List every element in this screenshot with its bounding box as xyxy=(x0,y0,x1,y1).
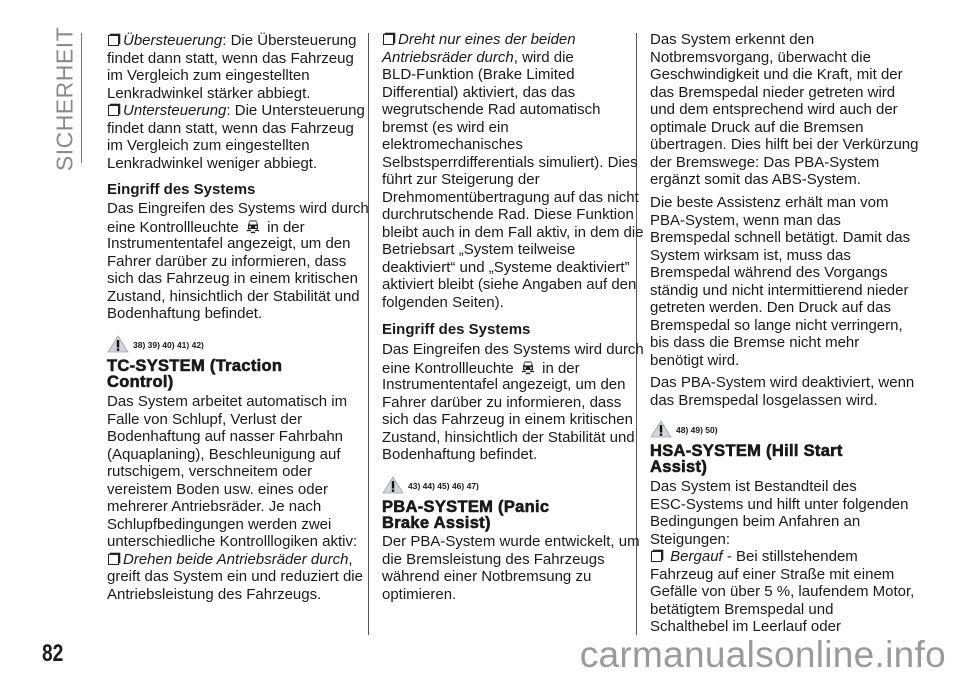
bullet-square-icon xyxy=(108,554,119,565)
text: Das Eingreifen des Systems wird durch xyxy=(107,200,369,217)
text: Bodenhaftung auf nasser Fahrbahn xyxy=(107,428,344,445)
warning-references xyxy=(107,335,369,355)
text-line xyxy=(382,101,644,119)
text: Die beste Assistenz erhält man vom xyxy=(650,194,889,211)
text-line xyxy=(107,137,369,155)
text: TC-SYSTEM (Traction xyxy=(107,357,283,375)
text-line xyxy=(107,305,369,323)
text-line xyxy=(382,241,644,259)
text: Instrumententafel angezeigt, um den xyxy=(382,376,626,393)
text-line xyxy=(107,372,369,391)
text: betätigtem Bremspedal und xyxy=(650,600,834,618)
text-line xyxy=(382,171,644,189)
text: (Aquaplaning), Beschleunigung auf xyxy=(107,445,341,463)
text-line xyxy=(650,601,912,619)
text-line xyxy=(382,551,644,569)
text: Eingriff des Systems xyxy=(382,321,531,338)
text-line xyxy=(382,66,644,84)
text: Betriebsart „System teilweise xyxy=(382,241,576,258)
text: unterschiedliche Kontrolllogiken aktiv: xyxy=(107,533,358,550)
text: Lenkradwinkel weniger abbiegt. xyxy=(107,154,318,172)
text-line xyxy=(382,49,644,67)
text: Bremspedal so lange nicht verringern, xyxy=(650,316,903,334)
text: Bremspedal schnell betätigt. Damit das xyxy=(650,229,911,246)
text: Das PBA-System wird deaktiviert, wenn xyxy=(650,374,915,391)
subheading xyxy=(382,321,644,339)
text: Bedingungen beim Anfahren an xyxy=(650,513,861,530)
text-line xyxy=(382,513,644,532)
warning-refs-text: 48) 49) 50) xyxy=(676,425,718,435)
text: folgenden Seiten). xyxy=(382,293,504,311)
text: bremst (es wird ein xyxy=(382,118,509,136)
text: Antriebsleistung des Fahrzeugs. xyxy=(107,585,322,603)
italic-term: Bergauf xyxy=(670,548,723,565)
text: Bodenhaftung befindet. xyxy=(382,446,538,463)
text-line xyxy=(107,218,369,236)
text-line xyxy=(650,101,912,119)
text-line xyxy=(650,171,912,189)
section-heading xyxy=(382,500,644,531)
bullet-square-icon xyxy=(108,105,119,116)
text-line xyxy=(107,85,369,103)
text-line xyxy=(382,136,644,154)
text-line xyxy=(650,154,912,172)
text-line xyxy=(107,586,369,604)
text-line xyxy=(650,457,912,476)
text-line xyxy=(650,194,912,212)
text: findet dann statt, wenn das Fahrzeug xyxy=(107,49,354,67)
text-line xyxy=(107,533,369,551)
text-line xyxy=(382,586,644,604)
text: : Die Untersteuerung xyxy=(226,102,365,119)
text: HSA-SYSTEM (Hill Start xyxy=(650,442,843,460)
text: und dem entsprechend wird auch der xyxy=(650,101,898,118)
text: Falle von Schlupf, Verlust der xyxy=(107,410,303,428)
text: Lenkradwinkel stärker abbiegt. xyxy=(107,84,311,102)
text: optimale Druck auf die Bremsen xyxy=(650,118,864,136)
text: im Vergleich zum eingestellten xyxy=(107,67,310,84)
text: ergänzt somit das ABS-System. xyxy=(650,171,861,188)
text: bleibt auch in dem Fall aktiv, in dem die xyxy=(382,223,644,241)
text: ESC-Systems und hilft unter folgenden xyxy=(650,495,909,513)
text: Brake Assist) xyxy=(382,513,491,532)
text-line xyxy=(382,376,644,394)
italic-term: Dreht nur eines der beiden xyxy=(398,31,576,48)
text: , wird die xyxy=(513,48,574,66)
paragraph xyxy=(107,200,369,323)
text-line xyxy=(382,568,644,586)
text-line xyxy=(107,67,369,85)
text-line xyxy=(107,411,369,429)
warning-references xyxy=(382,476,644,496)
page-number: 82 xyxy=(42,640,64,667)
text: eine Kontrollleuchte xyxy=(382,359,518,377)
italic-term: Untersteuerung xyxy=(123,102,227,119)
text: - Bei stillstehendem xyxy=(722,548,858,565)
text-line xyxy=(382,259,644,277)
text-line xyxy=(107,102,369,120)
warning-icon xyxy=(650,420,672,440)
text-line xyxy=(650,618,912,636)
text: Instrumententafel angezeigt, um den xyxy=(107,235,351,252)
text: getreten werden. Den Druck auf das xyxy=(650,299,891,316)
text-line xyxy=(650,212,912,230)
text-line xyxy=(107,498,369,516)
text-line xyxy=(382,276,644,294)
text-line xyxy=(382,394,644,412)
text-line xyxy=(382,84,644,102)
text: Fahrer darüber zu informieren, dass xyxy=(107,252,347,270)
text-line xyxy=(650,49,912,67)
text-line xyxy=(650,478,912,496)
text-line xyxy=(650,513,912,531)
text: Schlupfbedingungen werden zwei xyxy=(107,515,332,533)
text-line xyxy=(107,463,369,481)
text: rutschigem, verschneitem oder xyxy=(107,463,313,480)
text-line xyxy=(382,429,644,447)
text: Zustand, hinsichtlich der Stabilität und xyxy=(382,428,635,446)
text-line xyxy=(382,31,644,49)
text: Gefälle von über 5 %, laufendem Motor, xyxy=(650,583,915,600)
paragraph xyxy=(650,31,919,189)
text-line xyxy=(650,229,912,247)
text: aktiviert bleibt (siehe Angaben auf den xyxy=(382,276,637,293)
text: wegrutschende Rad automatisch xyxy=(382,101,601,118)
text: führt zur Steigerung der xyxy=(382,171,540,188)
text-line xyxy=(107,551,369,569)
text-line xyxy=(382,154,644,172)
text-line xyxy=(650,317,912,335)
text: in der xyxy=(262,218,305,236)
watermark: carmanualsonline.info xyxy=(579,634,946,675)
text: System wirksam ist, muss das xyxy=(650,246,851,264)
text: Steigungen: xyxy=(650,530,731,548)
text-line xyxy=(382,206,644,224)
text-line xyxy=(107,253,369,271)
warning-refs-text: 43) 44) 45) 46) 47) xyxy=(408,481,479,491)
text-line xyxy=(107,481,369,499)
subheading xyxy=(107,181,369,199)
text-line xyxy=(107,516,369,534)
text: elektromechanisches xyxy=(382,136,523,153)
text: Schalthebel im Leerlauf oder xyxy=(650,618,841,635)
text-line xyxy=(107,288,369,306)
text: durchrutschende Rad. Diese Funktion xyxy=(382,206,634,223)
paragraph xyxy=(382,341,644,464)
text-line xyxy=(107,235,369,253)
text-line xyxy=(382,119,644,137)
text-line xyxy=(382,341,644,359)
text: Selbstsperrdifferentials simuliert). Dies xyxy=(382,153,638,171)
text-line xyxy=(107,120,369,138)
text-line xyxy=(382,189,644,207)
text-line xyxy=(107,200,369,218)
text: deaktiviert“ und „Systeme deaktiviert” xyxy=(382,258,630,276)
text: eine Kontrollleuchte xyxy=(107,218,243,236)
text-line xyxy=(382,359,644,377)
text-line xyxy=(650,136,919,154)
text-line xyxy=(650,352,912,370)
text: Notbremsvorgang, überwacht die xyxy=(650,48,871,66)
section-heading xyxy=(107,359,369,390)
text: sich das Fahrzeug in einem kritischen xyxy=(107,270,358,287)
text: Geschwindigkeit und die Kraft, mit der xyxy=(650,66,903,83)
bullet-square-icon xyxy=(651,551,662,562)
text: PBA-System, wenn man das xyxy=(650,211,841,229)
text-line xyxy=(650,264,912,282)
text: Zustand, hinsichtlich der Stabilität und xyxy=(107,287,360,305)
text-line xyxy=(650,531,912,549)
text-line xyxy=(107,568,369,586)
bullet-square-icon xyxy=(383,34,394,45)
text-line xyxy=(650,299,912,317)
text: Differential) aktiviert, das das xyxy=(382,83,576,101)
section-label xyxy=(51,26,78,172)
warning-icon xyxy=(107,335,129,355)
paragraph xyxy=(382,533,644,603)
italic-term: Antriebsräder durch xyxy=(382,48,514,66)
warning-icon xyxy=(382,476,404,496)
text-line xyxy=(650,548,912,566)
section-heading xyxy=(650,444,912,475)
paragraph xyxy=(650,194,912,369)
text: übertragen. Dies hilft bei der Verkürzung xyxy=(650,136,919,153)
text: , xyxy=(348,550,353,568)
text: die Bremsleistung des Fahrzeugs xyxy=(382,550,605,568)
text-line xyxy=(382,224,644,242)
text-line xyxy=(382,533,644,551)
text-line xyxy=(650,282,912,300)
text: Der PBA-System wurde entwickelt, um xyxy=(382,533,640,550)
text: vereistem Boden usw. eines oder xyxy=(107,480,328,498)
text-line xyxy=(107,181,369,199)
warning-references xyxy=(650,420,912,440)
text-line xyxy=(650,374,915,392)
bullet-square-icon xyxy=(108,35,119,46)
text: Bodenhaftung befindet. xyxy=(107,305,263,322)
text-line xyxy=(107,32,369,50)
text: in der xyxy=(537,359,580,377)
paragraph xyxy=(650,374,915,409)
text: : Die Übersteuerung xyxy=(222,32,357,49)
text: bis dass die Bremse nicht mehr xyxy=(650,334,860,351)
italic-term: Drehen beide Antriebsräder durch xyxy=(123,550,349,568)
text-line xyxy=(650,583,915,601)
text: während einer Notbremsung zu xyxy=(382,568,592,585)
paragraph xyxy=(650,478,915,636)
warning-refs-text: 38) 39) 40) 41) 42) xyxy=(133,340,204,350)
text: Fahrer darüber zu informieren, dass xyxy=(382,393,622,411)
paragraph xyxy=(107,32,369,172)
text-line xyxy=(650,84,912,102)
text-line xyxy=(107,50,369,68)
text: PBA-SYSTEM (Panic xyxy=(382,498,550,516)
text: der Bremswege: Das PBA-System xyxy=(650,153,880,171)
text: das Bremspedal losgelassen wird. xyxy=(650,391,878,409)
text: greift das System ein und reduziert die xyxy=(107,568,363,585)
text: im Vergleich zum eingestellten xyxy=(107,137,310,154)
text: Eingriff des Systems xyxy=(107,181,256,198)
text: BLD-Funktion (Brake Limited xyxy=(382,66,575,83)
text: Das System ist Bestandteil des xyxy=(650,478,857,495)
text: Das System erkennt den xyxy=(650,31,815,48)
text: sich das Fahrzeug in einem kritischen xyxy=(382,411,633,428)
paragraph xyxy=(382,31,644,311)
text-line xyxy=(650,566,912,584)
text-line xyxy=(382,294,644,312)
text-line xyxy=(107,428,369,446)
text: Das Eingreifen des Systems wird durch xyxy=(382,341,644,358)
text-line xyxy=(650,334,912,352)
text-line xyxy=(650,247,912,265)
text-line xyxy=(107,270,369,288)
text-line xyxy=(382,411,644,429)
text: benötigt wird. xyxy=(650,351,740,369)
text: Assist) xyxy=(650,457,708,476)
text-line xyxy=(650,31,912,49)
section-divider xyxy=(81,33,82,163)
text: mehrerer Antriebsräder. Je nach xyxy=(107,498,322,515)
text-line xyxy=(107,393,369,411)
text-line xyxy=(650,392,912,410)
text-line xyxy=(650,119,912,137)
text-line xyxy=(382,321,644,339)
section-label-text: SICHERHEIT xyxy=(51,26,78,172)
text: Fahrzeug auf einer Straße mit einem xyxy=(650,565,895,583)
text-line xyxy=(382,446,644,464)
text: das Bremspedal nieder getreten wird xyxy=(650,83,896,101)
paragraph xyxy=(107,393,369,603)
text: Drehmomentübertragung auf das nicht xyxy=(382,188,639,206)
text-line xyxy=(650,496,912,514)
italic-term: Übersteuerung xyxy=(123,32,223,49)
text-line xyxy=(650,66,912,84)
text-line xyxy=(107,446,369,464)
text: findet dann statt, wenn das Fahrzeug xyxy=(107,119,354,137)
text: Das System arbeitet automatisch im xyxy=(107,393,348,410)
text: ständig und nicht intermittierend nieder xyxy=(650,281,909,299)
text: optimieren. xyxy=(382,585,457,603)
text: Bremspedal während des Vorgangs xyxy=(650,264,888,281)
text-line xyxy=(107,155,369,173)
text: Control) xyxy=(107,372,174,391)
